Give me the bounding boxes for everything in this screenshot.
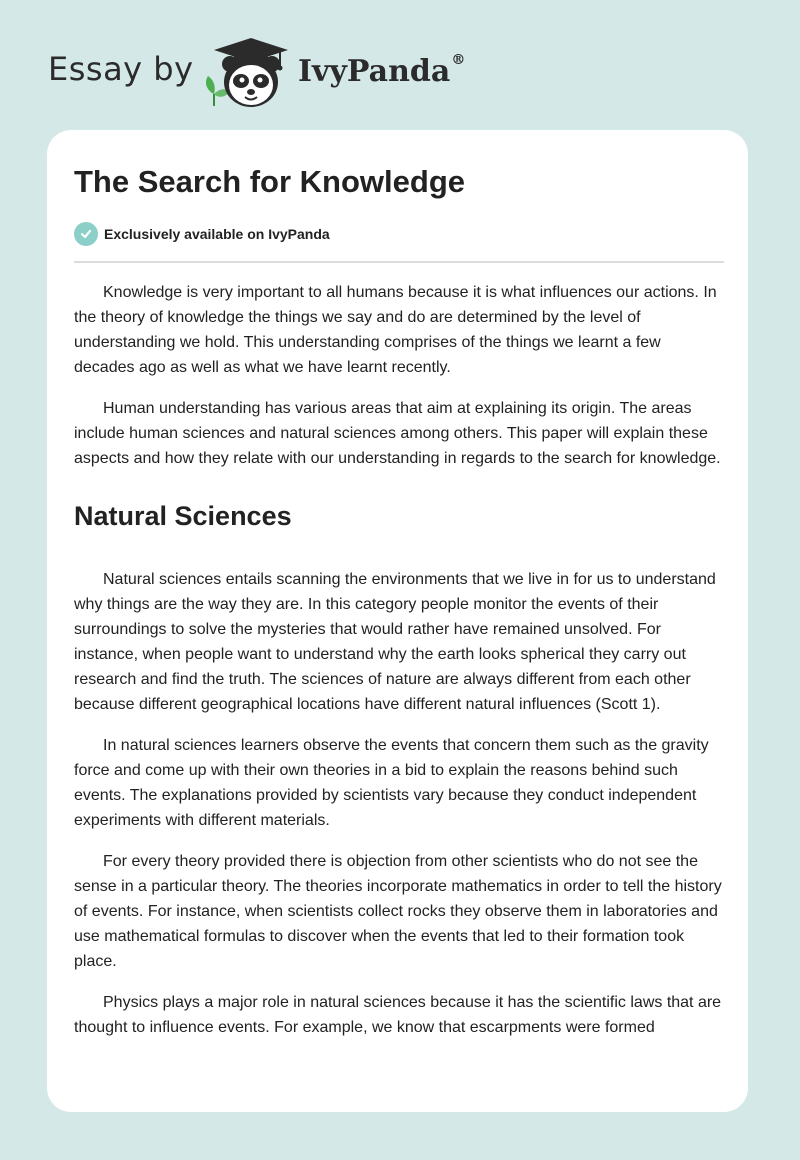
paragraph: For every theory provided there is objection from other scientists who do not see the sense in a particular theory. The theories incorporate mathematics in order to tell the history of events. For instance, when scientists collect rocks they observe them in laboratories and use mathematical formulas to discover when the events that led to their formation took place. — [74, 853, 722, 970]
check-icon — [74, 222, 98, 246]
paragraph: Natural sciences entails scanning the environments that we live in for us to understand why things are the way they are. In this category people monitor the events of their surroundings to solve the mysteries that would rather have remained unsolved. For instance, when people want to understand why the earth looks spherical they carry out research and find the truth. The sciences of nature are always different from each other because different geographical locations have different natural influences (Scott 1). — [74, 571, 716, 713]
paragraph: Human understanding has various areas that aim at explaining its origin. The areas include human sciences and natural sciences among others. This paper will explain these aspects and how they relate with our understanding in regards to the search for knowledge. — [74, 400, 721, 467]
panda-graduate-logo-icon[interactable] — [200, 34, 296, 110]
registered-mark: ® — [451, 52, 466, 68]
page-title: The Search for Knowledge — [74, 164, 466, 199]
availability-badge — [74, 222, 330, 246]
essay-card — [47, 130, 748, 1112]
essay-body — [74, 280, 724, 1056]
brand-name — [298, 54, 465, 89]
availability-text: Exclusively available on IvyPanda — [104, 226, 330, 242]
paragraph: Physics plays a major role in natural sciences because it has the scientific laws that are thought to influence events. For example, we know that escarpments were formed — [74, 994, 722, 1036]
paragraph: Knowledge is very important to all humans because it is what influences our actions. In the theory of knowledge the things we say and do are determined by the level of understanding we hold. This understanding comprises of the things we learnt a few decades ago as well as what we have learnt recently. — [74, 284, 717, 376]
brand-prefix: Essay by — [48, 50, 194, 88]
site-header — [0, 0, 800, 125]
section-heading: Natural Sciences — [74, 501, 292, 531]
brand-name-text: IvyPanda — [298, 54, 451, 89]
paragraph: In natural sciences learners observe the events that concern them such as the gravity force and come up with their own theories in a bid to explain the reasons behind such events. The explanations provided by scientists vary because they conduct independent experiments with different materials. — [74, 737, 709, 829]
title-divider — [74, 261, 724, 263]
